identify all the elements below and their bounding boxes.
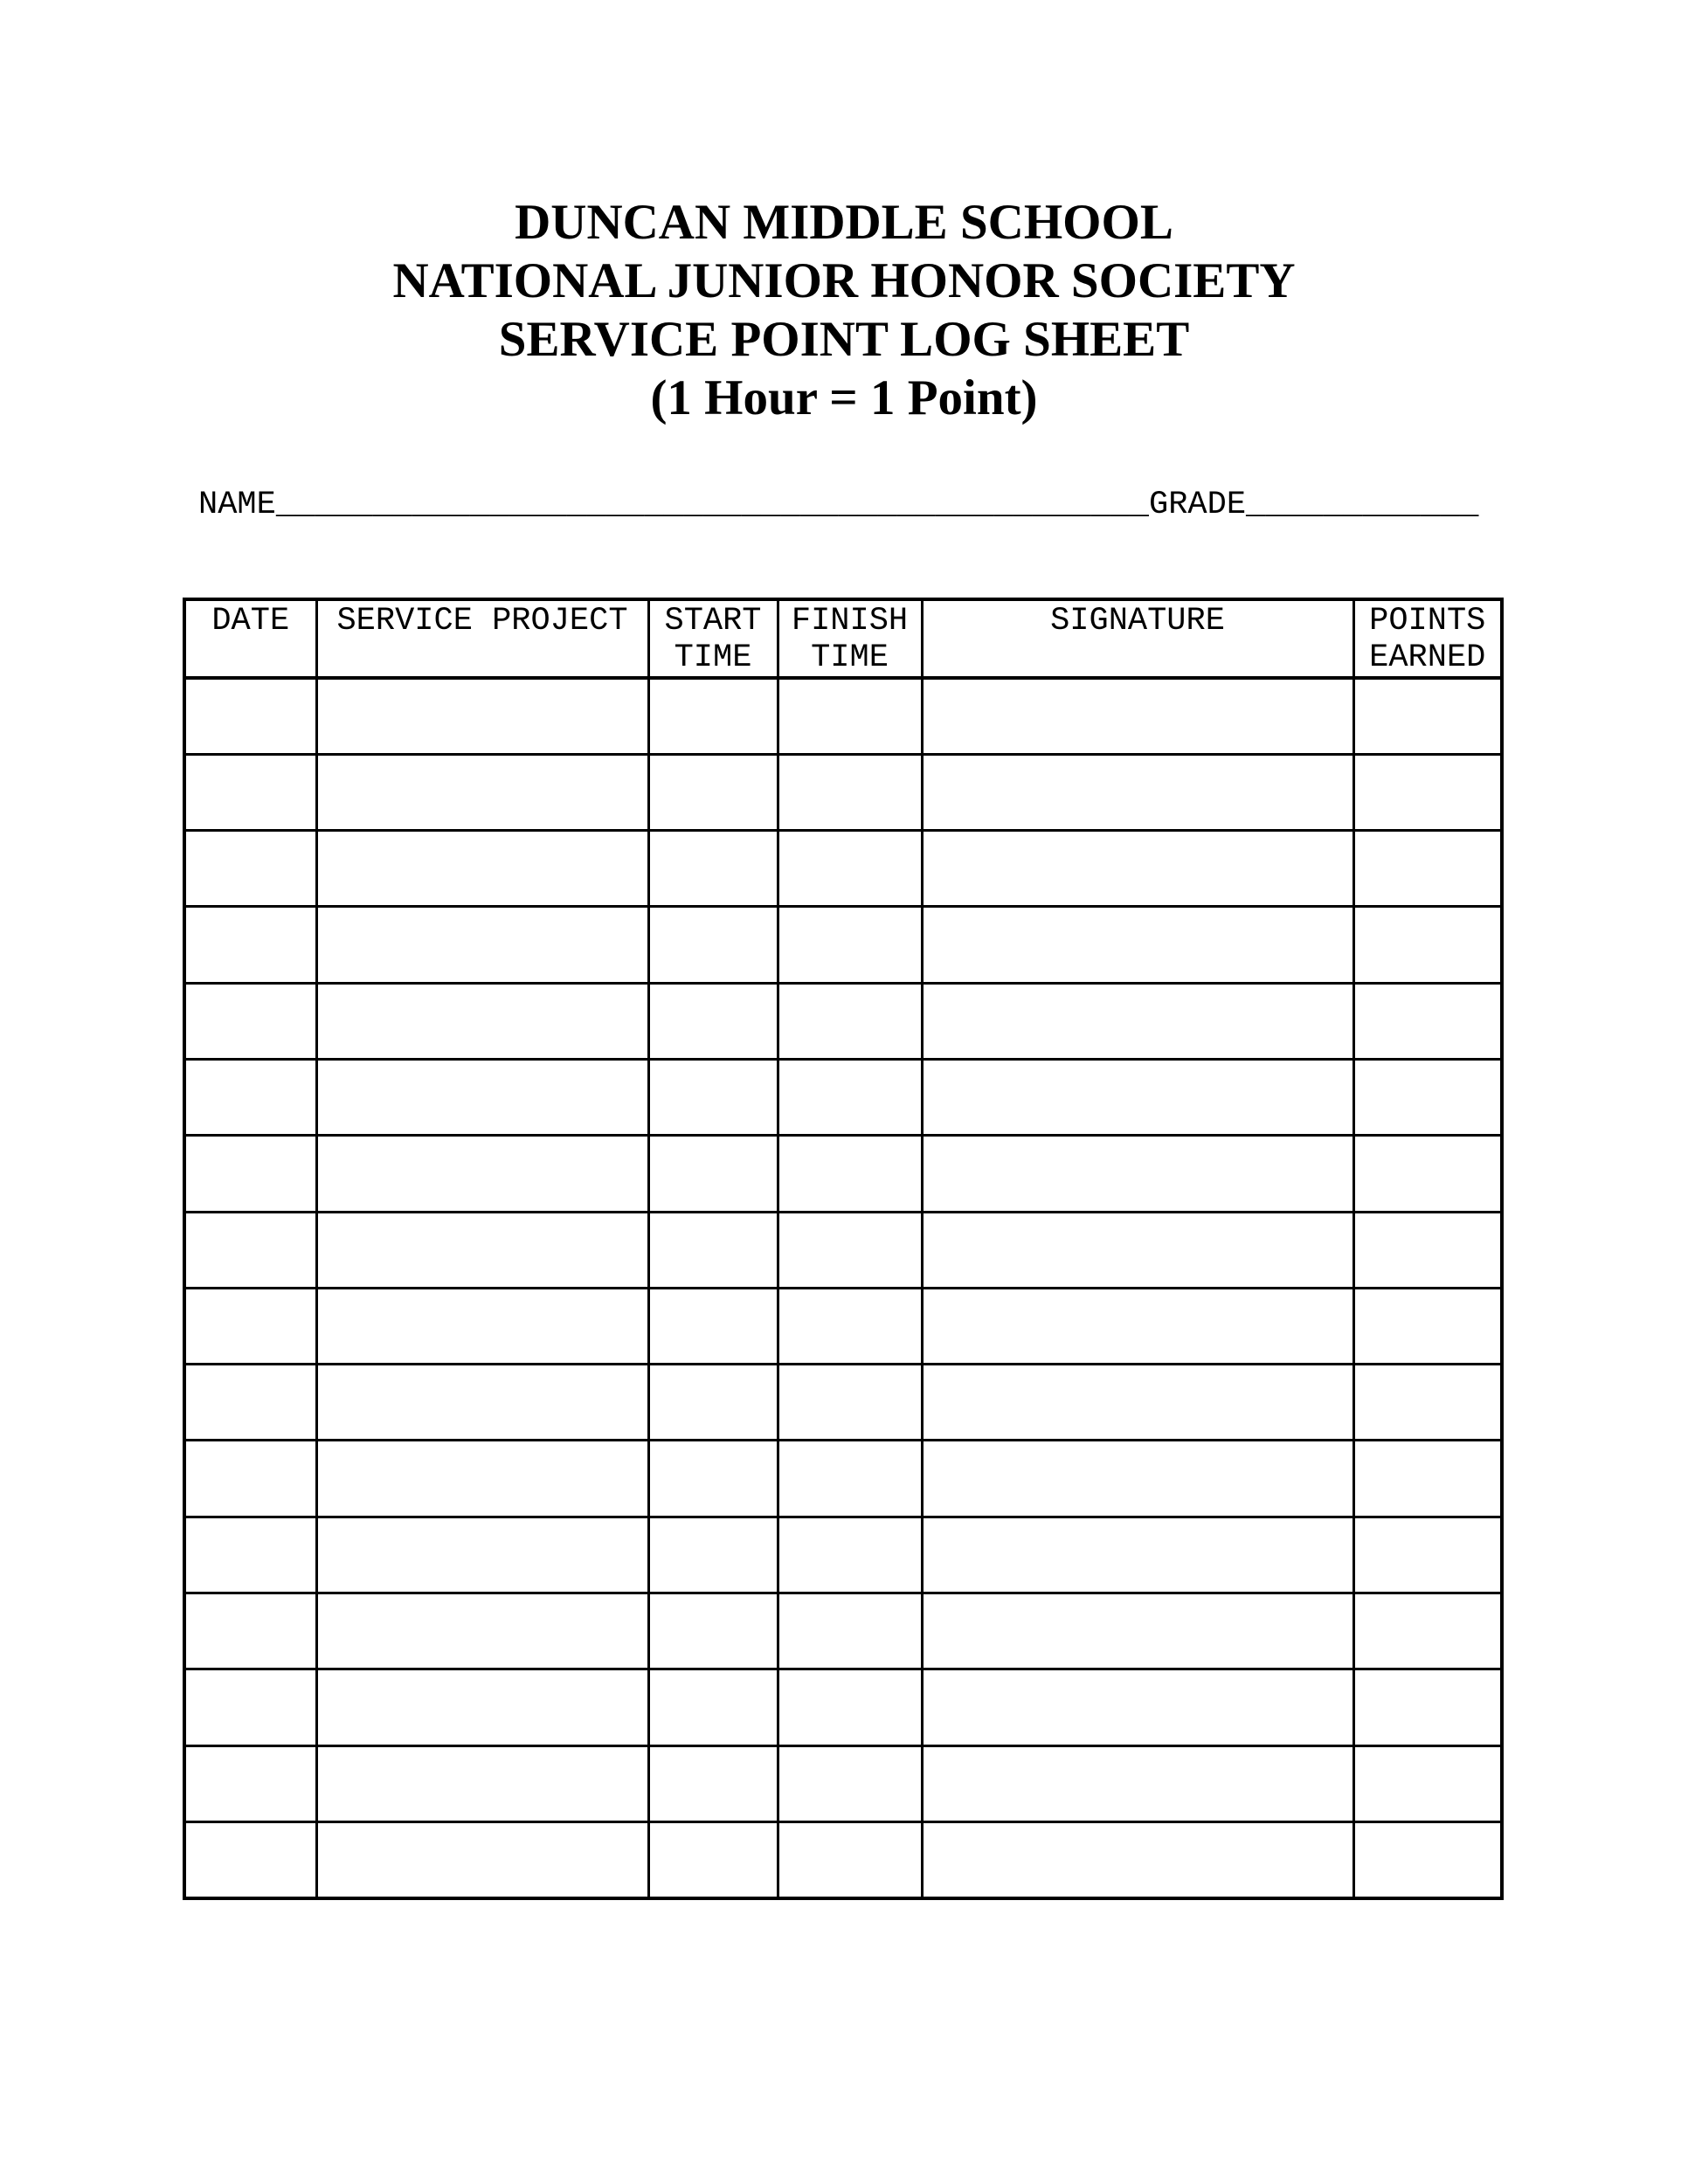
log-table-empty-cell[interactable] (184, 1212, 316, 1288)
log-table-empty-cell[interactable] (922, 1745, 1353, 1821)
log-table-empty-cell[interactable] (922, 1593, 1353, 1669)
log-table-empty-cell[interactable] (922, 1517, 1353, 1593)
log-table-empty-cell[interactable] (778, 1212, 922, 1288)
log-table-empty-cell[interactable] (184, 1517, 316, 1593)
log-table-empty-row (184, 831, 1502, 907)
log-table-empty-cell[interactable] (184, 678, 316, 754)
log-table-empty-cell[interactable] (1353, 754, 1502, 830)
log-table-empty-cell[interactable] (922, 1669, 1353, 1745)
title-school-name: DUNCAN MIDDLE SCHOOL (515, 195, 1173, 250)
log-table-empty-cell[interactable] (1353, 1441, 1502, 1517)
log-table-empty-cell[interactable] (648, 1441, 778, 1517)
log-table-empty-cell[interactable] (1353, 1365, 1502, 1441)
name-blank-field[interactable]: _____________________________________________ (275, 487, 1149, 523)
log-table-empty-row (184, 1745, 1502, 1821)
log-table-empty-cell[interactable] (922, 1821, 1353, 1897)
column-header-finish-time: FINISH TIME (778, 599, 922, 678)
log-table-empty-cell[interactable] (922, 1365, 1353, 1441)
log-table-body (184, 678, 1502, 1898)
log-table-empty-cell[interactable] (1353, 1288, 1502, 1364)
log-table-empty-cell[interactable] (648, 1288, 778, 1364)
log-table-empty-cell[interactable] (316, 1136, 648, 1212)
log-table-empty-cell[interactable] (922, 1212, 1353, 1288)
log-table-empty-cell[interactable] (922, 1288, 1353, 1364)
column-header-service-project: SERVICE PROJECT (316, 599, 648, 678)
log-table-empty-cell[interactable] (1353, 1745, 1502, 1821)
log-table-empty-cell[interactable] (922, 678, 1353, 754)
log-table-empty-cell[interactable] (778, 1745, 922, 1821)
grade-label: GRADE (1149, 487, 1247, 523)
log-table-empty-cell[interactable] (184, 1669, 316, 1745)
log-table-empty-cell[interactable] (184, 1059, 316, 1135)
column-header-date: DATE (184, 599, 316, 678)
log-table-empty-cell[interactable] (316, 754, 648, 830)
log-table-empty-cell[interactable] (648, 1593, 778, 1669)
log-table-empty-row (184, 1441, 1502, 1517)
log-table-empty-cell[interactable] (648, 1745, 778, 1821)
log-table-empty-cell[interactable] (648, 1136, 778, 1212)
log-table-empty-cell[interactable] (316, 1441, 648, 1517)
log-table-empty-row (184, 1593, 1502, 1669)
log-table-empty-cell[interactable] (778, 1593, 922, 1669)
log-table-empty-cell[interactable] (184, 1593, 316, 1669)
grade-blank-field[interactable]: ____________ (1246, 487, 1479, 523)
log-table-empty-cell[interactable] (1353, 1059, 1502, 1135)
log-table-empty-row (184, 678, 1502, 754)
log-table-empty-cell[interactable] (778, 1441, 922, 1517)
log-table-empty-cell[interactable] (1353, 1593, 1502, 1669)
log-table-empty-cell[interactable] (778, 1669, 922, 1745)
name-label: NAME (198, 487, 276, 523)
log-table-empty-cell[interactable] (1353, 1212, 1502, 1288)
log-table-empty-cell[interactable] (1353, 831, 1502, 907)
log-table-empty-cell[interactable] (316, 1593, 648, 1669)
log-table-empty-cell[interactable] (778, 831, 922, 907)
log-table-empty-cell[interactable] (778, 1365, 922, 1441)
log-table-empty-row (184, 1517, 1502, 1593)
log-table-empty-cell[interactable] (648, 983, 778, 1059)
service-point-log-table (183, 598, 1504, 1900)
name-grade-row (198, 486, 1478, 524)
log-table-empty-cell[interactable] (1353, 1669, 1502, 1745)
log-table-empty-cell[interactable] (316, 1669, 648, 1745)
title-organization: NATIONAL JUNIOR HONOR SOCIETY (392, 253, 1296, 308)
column-header-signature: SIGNATURE (922, 599, 1353, 678)
log-table-empty-cell[interactable] (778, 678, 922, 754)
log-table-empty-cell[interactable] (1353, 1517, 1502, 1593)
log-table-empty-cell[interactable] (922, 831, 1353, 907)
title-points-rule: (1 Hour = 1 Point) (650, 370, 1038, 425)
log-table-empty-cell[interactable] (184, 831, 316, 907)
document-title (0, 193, 1688, 427)
log-table-empty-cell[interactable] (648, 1059, 778, 1135)
log-table-empty-cell[interactable] (922, 1441, 1353, 1517)
log-table-empty-cell[interactable] (184, 1136, 316, 1212)
log-table-empty-cell[interactable] (184, 907, 316, 983)
log-table-empty-row (184, 1136, 1502, 1212)
log-table-empty-cell[interactable] (648, 678, 778, 754)
log-table-empty-row (184, 1669, 1502, 1745)
log-table-empty-cell[interactable] (316, 983, 648, 1059)
log-table-empty-cell[interactable] (184, 1745, 316, 1821)
log-table-empty-cell[interactable] (1353, 1136, 1502, 1212)
log-table-empty-cell[interactable] (648, 1212, 778, 1288)
log-table-empty-row (184, 907, 1502, 983)
log-table-empty-cell[interactable] (778, 1288, 922, 1364)
log-table-empty-cell[interactable] (184, 1821, 316, 1897)
log-table-empty-cell[interactable] (316, 678, 648, 754)
log-table-empty-row (184, 1821, 1502, 1897)
log-table-empty-cell[interactable] (1353, 678, 1502, 754)
log-table-empty-row (184, 1212, 1502, 1288)
log-table-empty-cell[interactable] (648, 1669, 778, 1745)
log-table-empty-cell[interactable] (1353, 1821, 1502, 1897)
log-table-empty-cell[interactable] (778, 907, 922, 983)
log-table-empty-cell[interactable] (184, 1365, 316, 1441)
log-table-empty-cell[interactable] (778, 1517, 922, 1593)
log-table-empty-row (184, 1059, 1502, 1135)
log-table-empty-cell[interactable] (1353, 907, 1502, 983)
log-table-empty-row (184, 754, 1502, 830)
log-table-empty-cell[interactable] (184, 983, 316, 1059)
log-table-empty-cell[interactable] (316, 1517, 648, 1593)
log-table-empty-cell[interactable] (922, 754, 1353, 830)
log-table-empty-cell[interactable] (316, 907, 648, 983)
log-table-empty-cell[interactable] (184, 1441, 316, 1517)
log-table-empty-cell[interactable] (316, 1821, 648, 1897)
log-table-empty-cell[interactable] (648, 754, 778, 830)
log-table-empty-cell[interactable] (316, 1212, 648, 1288)
log-table-empty-cell[interactable] (648, 831, 778, 907)
log-table-empty-cell[interactable] (184, 1288, 316, 1364)
column-header-points-earned: POINTS EARNED (1353, 599, 1502, 678)
log-table-empty-row (184, 983, 1502, 1059)
log-table-empty-cell[interactable] (316, 1365, 648, 1441)
log-table-empty-cell[interactable] (316, 831, 648, 907)
log-table-empty-cell[interactable] (316, 1059, 648, 1135)
log-table-empty-row (184, 1288, 1502, 1364)
log-table-empty-cell[interactable] (922, 983, 1353, 1059)
log-table-empty-cell[interactable] (648, 1517, 778, 1593)
log-table-header-row (184, 599, 1502, 678)
log-table-empty-cell[interactable] (778, 1059, 922, 1135)
log-table-empty-cell[interactable] (1353, 983, 1502, 1059)
log-table-empty-cell[interactable] (778, 754, 922, 830)
log-table-empty-cell[interactable] (922, 1136, 1353, 1212)
log-table-empty-cell[interactable] (648, 1365, 778, 1441)
log-table-empty-cell[interactable] (316, 1745, 648, 1821)
log-table-empty-cell[interactable] (922, 907, 1353, 983)
column-header-start-time: START TIME (648, 599, 778, 678)
title-sheet-name: SERVICE POINT LOG SHEET (498, 312, 1190, 367)
log-table-empty-cell[interactable] (184, 754, 316, 830)
log-table-empty-cell[interactable] (778, 1821, 922, 1897)
log-table-empty-cell[interactable] (778, 1136, 922, 1212)
log-table-empty-cell[interactable] (922, 1059, 1353, 1135)
log-table-empty-cell[interactable] (648, 907, 778, 983)
log-table-empty-cell[interactable] (778, 983, 922, 1059)
log-table-empty-cell[interactable] (316, 1288, 648, 1364)
log-table-empty-cell[interactable] (648, 1821, 778, 1897)
log-table-empty-row (184, 1365, 1502, 1441)
